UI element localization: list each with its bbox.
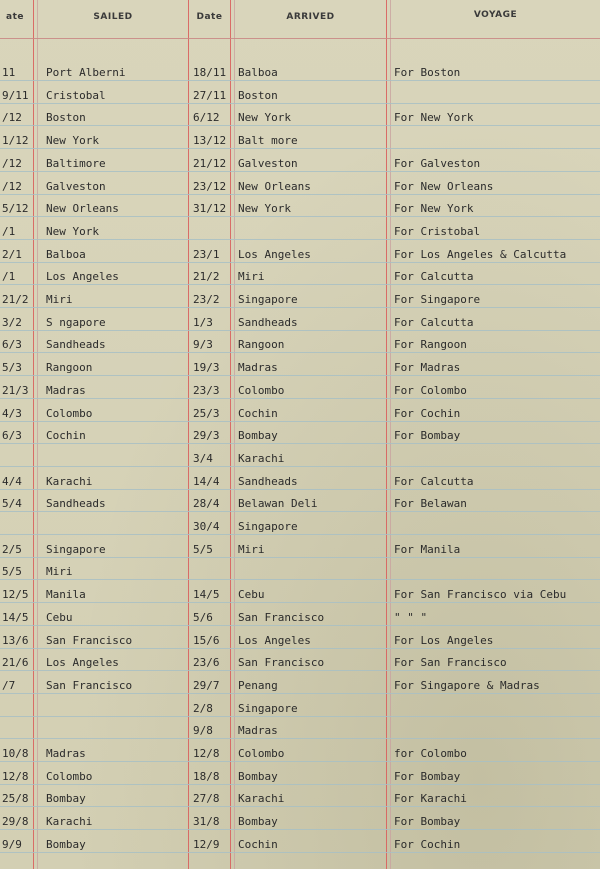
sailed-date: /1 [2,270,16,283]
ruled-line [0,806,600,807]
sailed-date: 25/8 [2,792,29,805]
voyage-note: For Los Angeles & Calcutta [394,248,567,261]
sailed-date: 5/5 [2,565,22,578]
ruled-line [0,602,600,603]
sailed-date: 1/12 [2,134,29,147]
sailed-port: New Orleans [46,202,119,215]
sailed-port: Cristobal [46,89,106,102]
ruled-line [0,466,600,467]
ruled-line [0,262,600,263]
arrived-port: Galveston [238,157,298,170]
arrived-port: Colombo [238,747,285,760]
sailed-port: Karachi [46,475,93,488]
arrived-port: Balt more [238,134,298,147]
ruled-line [0,852,600,853]
voyage-note: For San Francisco via Cebu [394,588,567,601]
arrived-port: Miri [238,270,265,283]
sailed-date: 5/12 [2,202,29,215]
voyage-note: For Bombay [394,815,461,828]
arrived-port: Balboa [238,66,278,79]
arrived-date-header: Date [196,12,223,22]
arrived-date: 3/4 [193,452,213,465]
arrived-date: 23/6 [193,656,220,669]
sailed-date: 4/4 [2,475,22,488]
ruled-line [0,103,600,104]
sailed-date: 10/8 [2,747,29,760]
ruled-line [0,216,600,217]
sailed-date: 29/8 [2,815,29,828]
arrived-date: 31/12 [193,202,227,215]
arrived-date: 23/1 [193,248,220,261]
sailed-port: San Francisco [46,634,133,647]
sailed-date: 6/3 [2,338,22,351]
arrived-port: Karachi [238,452,285,465]
sailed-port: Sandheads [46,497,106,510]
sailed-date-header: ate [6,12,24,22]
sailed-port: Miri [46,293,73,306]
voyage-note: For Los Angeles [394,634,494,647]
voyage-note: For Singapore [394,293,481,306]
ruled-line [0,352,600,353]
ruled-line [0,330,600,331]
arrived-date: 5/5 [193,543,213,556]
arrived-port: Karachi [238,792,285,805]
ruled-line [0,784,600,785]
voyage-note: For Calcutta [394,270,474,283]
ruled-line [0,625,600,626]
sailed-port: Port Alberni [46,66,126,79]
sailed-port: Rangoon [46,361,93,374]
arrived-port: San Francisco [238,656,325,669]
arrived-port: Sandheads [238,316,298,329]
arrived-port: Bombay [238,815,278,828]
sailed-port: Manila [46,588,86,601]
arrived-date: 23/12 [193,180,227,193]
voyage-note: For San Francisco [394,656,507,669]
voyage-header: VOYAGE [473,10,518,20]
sailed-port: New York [46,134,99,147]
ruled-line [0,670,600,671]
sailed-date: 2/1 [2,248,22,261]
sailed-port: Colombo [46,770,93,783]
sailed-port: Madras [46,747,86,760]
arrived-date: 12/9 [193,838,220,851]
voyage-note: For Manila [394,543,461,556]
sailed-port: Singapore [46,543,106,556]
arrived-port: Colombo [238,384,285,397]
sailed-port: Miri [46,565,73,578]
arrived-date: 23/2 [193,293,220,306]
sailed-port: Madras [46,384,86,397]
arrived-date: 19/3 [193,361,220,374]
arrived-port: Penang [238,679,278,692]
sailed-date: 9/9 [2,838,22,851]
arrived-port: Singapore [238,293,298,306]
sailed-port: Bombay [46,792,86,805]
ruled-line [0,648,600,649]
voyage-note: For New Orleans [394,180,494,193]
voyage-note: For Boston [394,66,461,79]
ruled-line [0,829,600,830]
voyage-note: For Rangoon [394,338,467,351]
arrived-date: 5/6 [193,611,213,624]
arrived-port: Belawan Deli [238,497,318,510]
arrived-port: Cochin [238,838,278,851]
sailed-port: New York [46,225,99,238]
arrived-port: Cochin [238,407,278,420]
arrived-port: Sandheads [238,475,298,488]
voyage-note: For Bombay [394,770,461,783]
sailed-port: San Francisco [46,679,133,692]
arrived-date: 12/8 [193,747,220,760]
sailed-port: Colombo [46,407,93,420]
sailed-date: 21/6 [2,656,29,669]
sailed-date: 12/8 [2,770,29,783]
arrived-date: 25/3 [193,407,220,420]
sailed-date: 13/6 [2,634,29,647]
ruled-line [0,239,600,240]
arrived-port: Singapore [238,702,298,715]
arrived-date: 23/3 [193,384,220,397]
arrived-port: Cebu [238,588,265,601]
ruled-line [0,80,600,81]
voyage-note: For Cristobal [394,225,481,238]
ruled-line [0,557,600,558]
arrived-port: Bombay [238,770,278,783]
ruled-line [0,148,600,149]
sailed-port: Boston [46,111,86,124]
arrived-date: 21/2 [193,270,220,283]
sailed-port: Bombay [46,838,86,851]
sailed-date: 21/2 [2,293,29,306]
voyage-note: For Colombo [394,384,467,397]
arrived-port: New Orleans [238,180,311,193]
sailed-port: Los Angeles [46,656,119,669]
ruled-line [0,398,600,399]
sailed-date: 4/3 [2,407,22,420]
arrived-date: 15/6 [193,634,220,647]
ruled-line [0,716,600,717]
arrived-port: New York [238,202,291,215]
arrived-date: 31/8 [193,815,220,828]
sailed-port: Galveston [46,180,106,193]
sailed-date: 11 [2,66,16,79]
arrived-date: 28/4 [193,497,220,510]
sailed-date: /12 [2,157,22,170]
sailed-date: /1 [2,225,16,238]
arrived-port: Los Angeles [238,634,311,647]
voyage-note: For Karachi [394,792,467,805]
voyage-note: For Galveston [394,157,481,170]
ruled-line [0,171,600,172]
voyage-note: For New York [394,111,474,124]
arrived-date: 13/12 [193,134,227,147]
arrived-date: 1/3 [193,316,213,329]
sailed-port: Baltimore [46,157,106,170]
ruled-line [0,125,600,126]
ruled-line [0,284,600,285]
arrived-date: 2/8 [193,702,213,715]
sailed-port: Balboa [46,248,86,261]
arrived-port: Madras [238,724,278,737]
arrived-date: 30/4 [193,520,220,533]
sailed-date: 14/5 [2,611,29,624]
arrived-header: ARRIVED [286,12,335,22]
arrived-port: Madras [238,361,278,374]
voyage-note: For Cochin [394,838,461,851]
sailed-port: Cochin [46,429,86,442]
arrived-port: Miri [238,543,265,556]
ruled-line [0,761,600,762]
ruled-line [0,579,600,580]
voyage-note: For Calcutta [394,316,474,329]
voyage-note: For Cochin [394,407,461,420]
voyage-note: For Madras [394,361,461,374]
voyage-note: for Colombo [394,747,467,760]
ruled-line [0,738,600,739]
sailed-date: /7 [2,679,16,692]
arrived-port: Boston [238,89,278,102]
arrived-date: 9/3 [193,338,213,351]
sailed-date: /12 [2,180,22,193]
arrived-date: 29/7 [193,679,220,692]
voyage-note: For Bombay [394,429,461,442]
voyage-note: For Singapore & Madras [394,679,540,692]
arrived-port: Bombay [238,429,278,442]
arrived-date: 29/3 [193,429,220,442]
arrived-date: 21/12 [193,157,227,170]
ruled-line [0,511,600,512]
arrived-date: 14/4 [193,475,220,488]
sailed-date: 21/3 [2,384,29,397]
arrived-port: Rangoon [238,338,285,351]
arrived-date: 18/8 [193,770,220,783]
voyage-note: For Belawan [394,497,467,510]
sailed-port: Karachi [46,815,93,828]
arrived-date: 27/8 [193,792,220,805]
ruled-line [0,194,600,195]
arrived-port: San Francisco [238,611,325,624]
arrived-date: 6/12 [193,111,220,124]
voyage-note: For New York [394,202,474,215]
arrived-date: 9/8 [193,724,213,737]
arrived-port: Singapore [238,520,298,533]
sailed-date: 12/5 [2,588,29,601]
sailed-date: 2/5 [2,543,22,556]
ruled-line [0,693,600,694]
arrived-date: 27/11 [193,89,227,102]
arrived-date: 14/5 [193,588,220,601]
sailed-port: Los Angeles [46,270,119,283]
ruled-line [0,375,600,376]
ruled-line [0,307,600,308]
sailed-date: 5/4 [2,497,22,510]
ruled-line [0,443,600,444]
sailed-date: 9/11 [2,89,29,102]
sailed-date: /12 [2,111,22,124]
ruled-line [0,421,600,422]
ruled-line [0,534,600,535]
ruled-line [0,489,600,490]
header-rule [0,38,600,39]
sailed-date: 6/3 [2,429,22,442]
arrived-port: New York [238,111,291,124]
sailed-date: 5/3 [2,361,22,374]
sailed-port: Cebu [46,611,73,624]
arrived-date: 18/11 [193,66,227,79]
sailed-date: 3/2 [2,316,22,329]
sailed-port: S ngapore [46,316,106,329]
sailed-header: SAILED [93,12,133,22]
voyage-note: " " " [394,611,428,624]
voyage-note: For Calcutta [394,475,474,488]
arrived-port: Los Angeles [238,248,311,261]
sailed-port: Sandheads [46,338,106,351]
